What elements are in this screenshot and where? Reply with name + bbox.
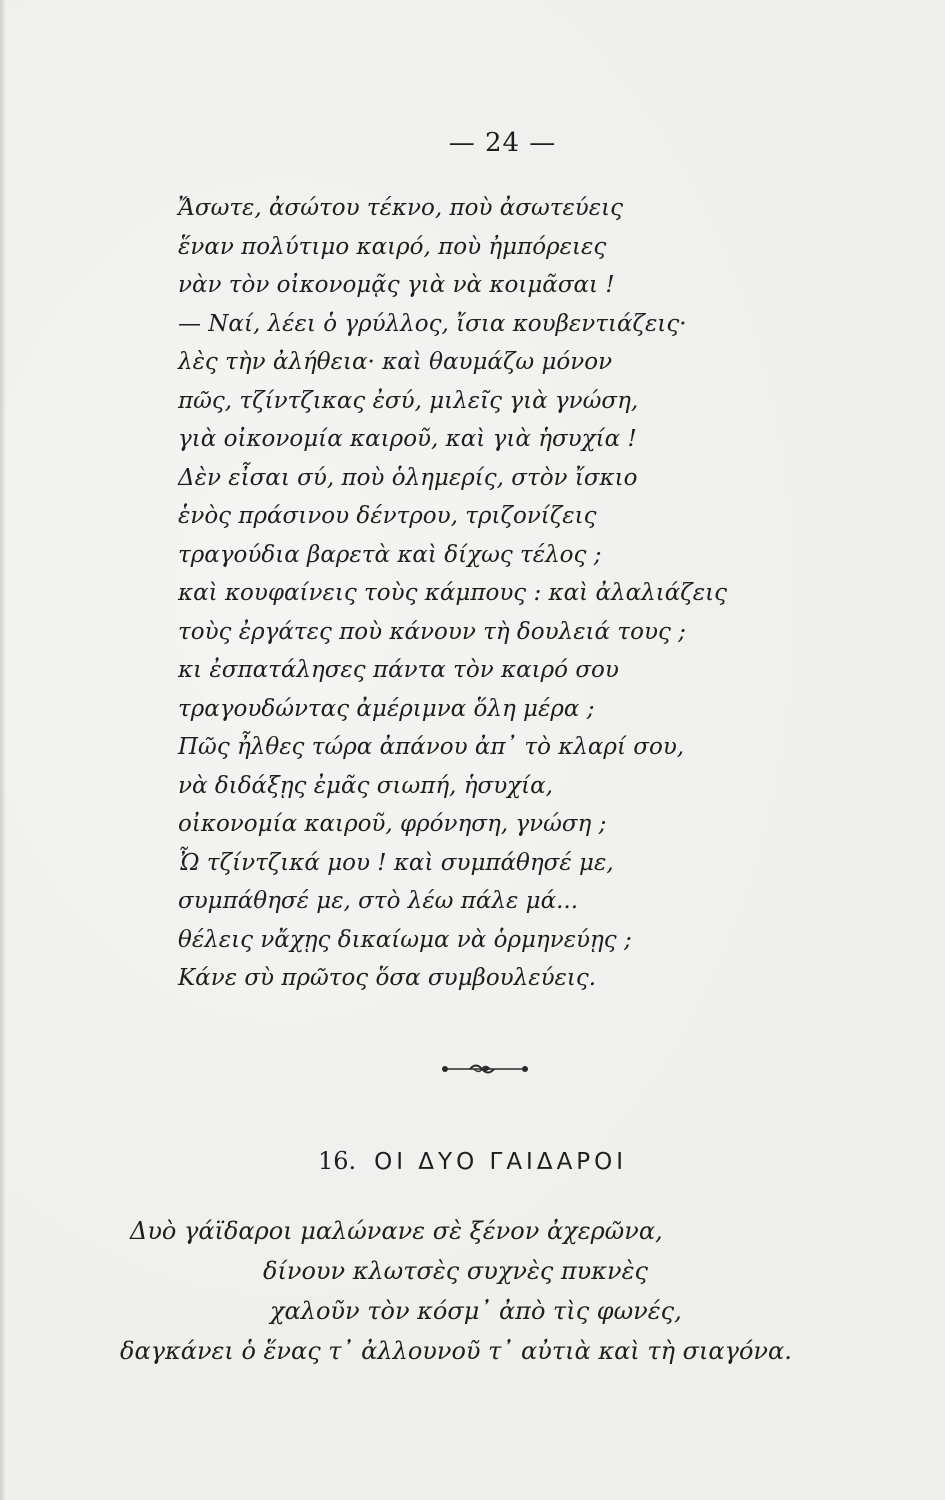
poem-line: κι ἐσπατάλησες πάντα τὸν καιρό σου xyxy=(178,657,619,683)
stanza-line: δαγκάνει ὁ ἕνας τ᾽ ἀλλουνοῦ τ᾽ αὐτιὰ καὶ τὴ σιαγόνα. xyxy=(120,1337,792,1365)
poem-line: Ἄσωτε, ἀσώτου τέκνο, ποὺ ἀσωτεύεις xyxy=(178,195,624,221)
section-number: 16. xyxy=(317,1147,357,1175)
poem-body xyxy=(178,189,878,998)
poem-line: — Ναί, λέει ὁ γρύλλος, ἴσια κουβεντιάζεις· xyxy=(178,310,687,337)
section-divider-ornament xyxy=(440,1061,530,1077)
section-heading xyxy=(0,1147,945,1175)
poem-line: καὶ κουφαίνεις τοὺς κάμπους : καὶ ἀλαλιάζεις xyxy=(178,580,727,606)
poem-line: νὰν τὸν οἰκονομᾷς γιὰ νὰ κοιμᾶσαι ! xyxy=(178,272,615,298)
page-number: — 24 — xyxy=(448,128,557,158)
poem-line: οἰκονομία καιροῦ, φρόνηση, γνώση ; xyxy=(178,811,607,837)
poem-line: λὲς τὴν ἀλήθεια· καὶ θαυμάζω μόνον xyxy=(178,349,613,375)
poem-line: θέλεις νἄχῃς δικαίωμα νὰ ὁρμηνεύῃς ; xyxy=(178,926,632,953)
stanza-line: δίνουν κλωτσὲς συχνὲς πυκνὲς xyxy=(263,1257,648,1285)
poem-line: Δὲν εἶσαι σύ, ποὺ ὁλημερίς, στὸν ἴσκιο xyxy=(178,464,638,491)
poem-line: νὰ διδάξῃς ἐμᾶς σιωπή, ἡσυχία, xyxy=(178,772,553,799)
poem-line: τοὺς ἐργάτες ποὺ κάνουν τὴ δουλειά τους ; xyxy=(178,618,686,645)
poem-line: γιὰ οἰκονομία καιροῦ, καὶ γιὰ ἡσυχία ! xyxy=(178,426,637,452)
poem-line: Κάνε σὺ πρῶτος ὅσα συμβουλεύεις. xyxy=(178,965,597,991)
stanza-line: χαλοῦν τὸν κόσμ᾽ ἀπὸ τὶς φωνές, xyxy=(270,1297,682,1325)
poem-line: ἑνὸς πράσινου δέντρου, τριζονίζεις xyxy=(178,503,597,529)
poem-line: συμπάθησέ με, στὸ λέω πάλε μά... xyxy=(178,888,579,914)
poem-line: Πῶς ἦλθες τώρα ἀπάνου ἀπ᾽ τὸ κλαρί σου, xyxy=(178,734,685,760)
poem-line: Ὦ τζίντζικά μου ! καὶ συμπάθησέ με, xyxy=(178,849,614,876)
stanza-line: Δυὸ γάϊδαροι μαλώνανε σὲ ξένον ἀχερῶνα, xyxy=(130,1217,663,1245)
section-title: ΟΙ ΔΥΟ ΓΑΙΔΑΡΟΙ xyxy=(374,1149,628,1175)
page-edge-shadow xyxy=(0,0,6,1500)
poem-line: πῶς, τζίντζικας ἐσύ, μιλεῖς γιὰ γνώση, xyxy=(178,387,639,414)
poem-line: τραγούδια βαρετὰ καὶ δίχως τέλος ; xyxy=(178,541,602,568)
poem-line: ἕναν πολύτιμο καιρό, ποὺ ἠμπόρειες xyxy=(178,233,607,260)
poem-line: τραγουδώντας ἀμέριμνα ὅλη μέρα ; xyxy=(178,695,595,722)
